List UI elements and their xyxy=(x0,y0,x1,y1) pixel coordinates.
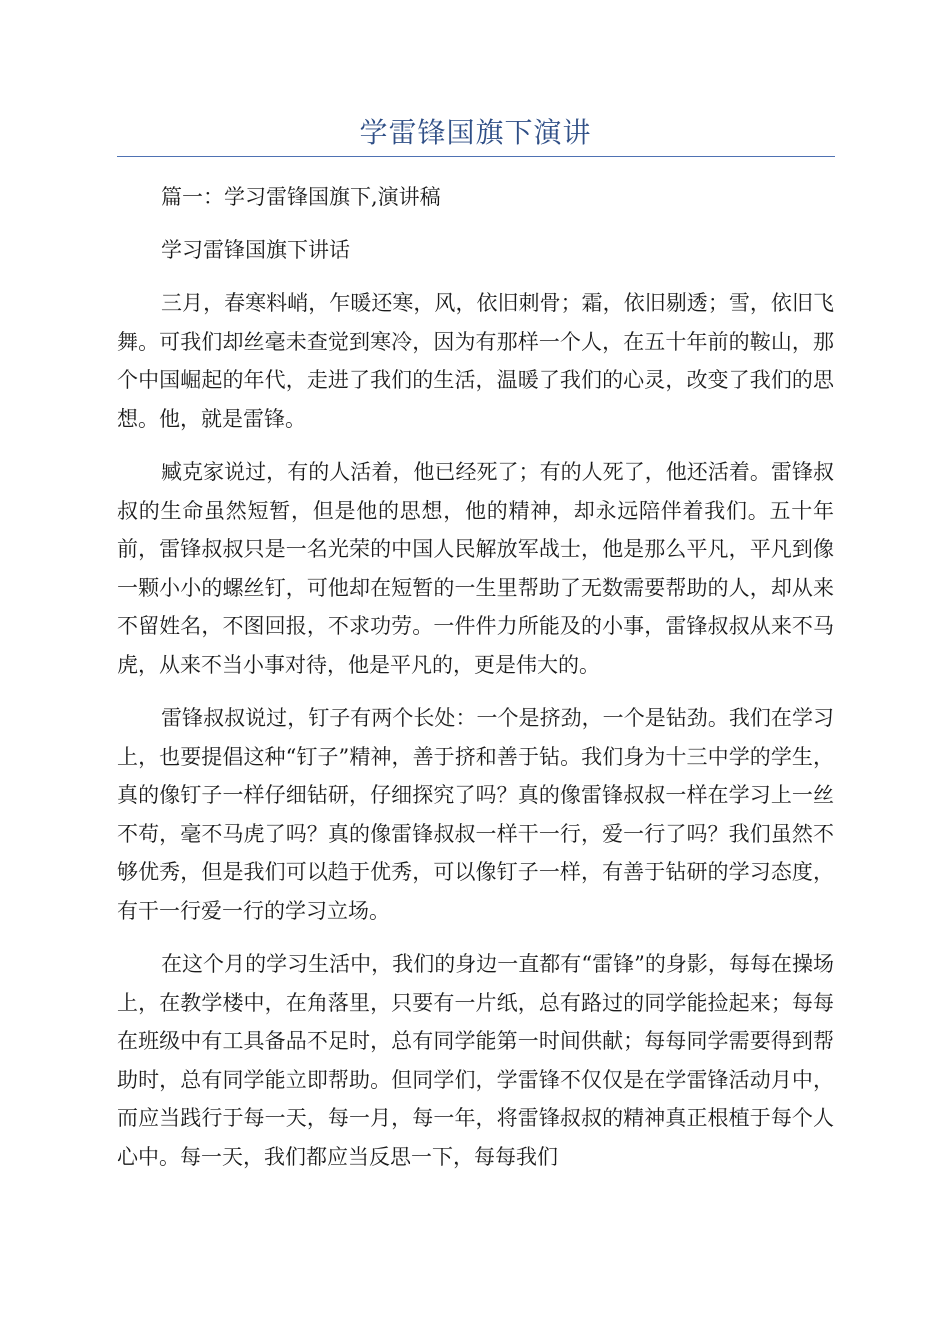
paragraph-2: 臧克家说过，有的人活着，他已经死了；有的人死了，他还活着。雷锋叔叔的生命虽然短暂，但是他的思想，他的精神，却永远陪伴着我们。五十年前，雷锋叔叔只是一名光荣的中国人民解放军战士，他是那么平凡，平凡到像一颗小小的螺丝钉，可他却在短暂的一生里帮助了无数需要帮助的人，却从来不留姓名，不图回报，不求功劳。一件件力所能及的小事，雷锋叔叔从来不马虎，从来不当小事对待，他是平凡的，更是伟大的。 xyxy=(117,460,834,677)
paragraph-4: 在这个月的学习生活中，我们的身边一直都有“雷锋”的身影，每每在操场上，在教学楼中，在角落里，只要有一片纸，总有路过的同学能捡起来；每每在班级中有工具备品不足时，总有同学能第一时间供献；每每同学需要得到帮助时，总有同学能立即帮助。但同学们，学雷锋不仅仅是在学雷锋活动月中，而应当践行于每一天，每一月，每一年，将雷锋叔叔的精神真正根植于每个人心中。每一天，我们都应当反思一下，每每我们 xyxy=(117,952,834,1169)
section-heading: 篇一：学习雷锋国旗下,演讲稿 xyxy=(161,185,441,209)
title-underline xyxy=(117,156,835,157)
page-title: 学雷锋国旗下演讲 xyxy=(359,116,592,149)
speech-title: 学习雷锋国旗下讲话 xyxy=(161,238,350,262)
paragraph-3: 雷锋叔叔说过，钉子有两个长处：一个是挤劲，一个是钻劲。我们在学习上，也要提倡这种“钉子”精神，善于挤和善于钻。我们身为十三中学的学生，真的像钉子一样仔细钻研，仔细探究了吗？真的像雷锋叔叔一样在学习上一丝不苟，毫不马虎了吗？真的像雷锋叔叔一样干一行，爱一行了吗？我们虽然不够优秀，但是我们可以趋于优秀，可以像钉子一样，有善于钻研的学习态度，有干一行爱一行的学习立场。 xyxy=(117,706,834,923)
paragraph-1: 三月，春寒料峭，乍暖还寒，风，依旧刺骨；霜，依旧剔透；雪，依旧飞舞。可我们却丝毫未查觉到寒冷，因为有那样一个人，在五十年前的鞍山，那个中国崛起的年代，走进了我们的生活，温暖了我们的心灵，改变了我们的思想。他，就是雷锋。 xyxy=(117,291,834,431)
